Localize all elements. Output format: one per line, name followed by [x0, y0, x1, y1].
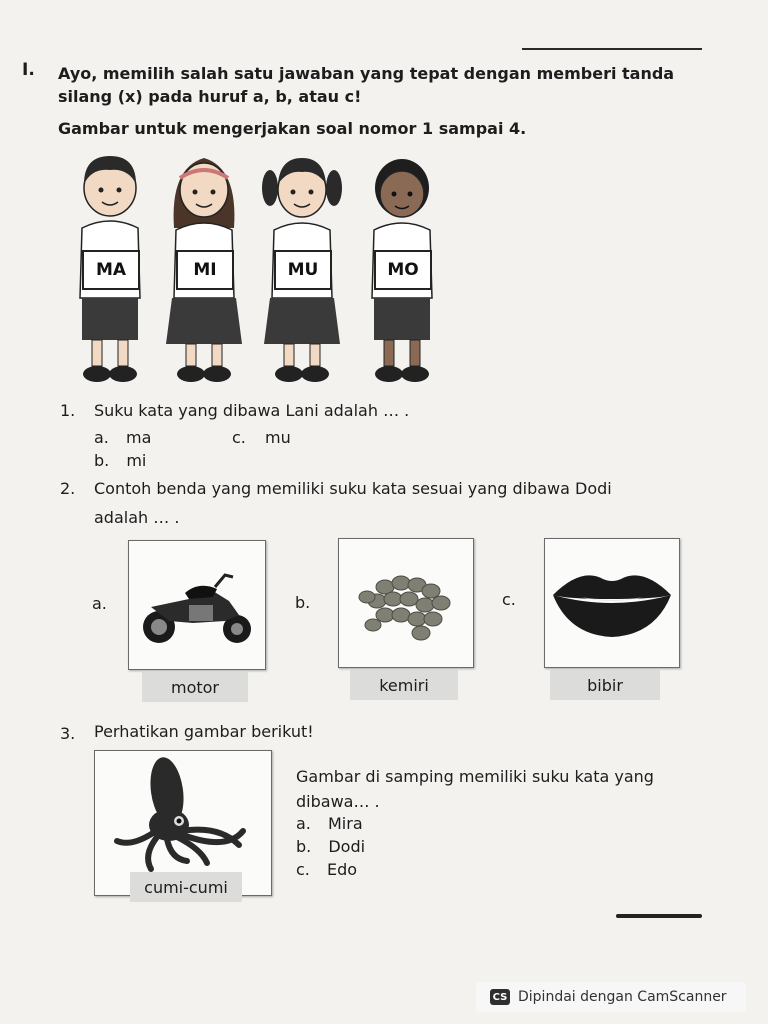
q3-number: 3.	[60, 724, 76, 743]
child-mi	[162, 148, 246, 388]
option-letter: b.	[94, 451, 110, 470]
q1-text: Suku kata yang dibawa Lani adalah … .	[94, 401, 410, 420]
option-letter: a.	[94, 428, 109, 447]
camscanner-label: Dipindai dengan CamScanner	[518, 989, 727, 1005]
kemiri-image	[338, 538, 474, 668]
motorcycle-icon	[129, 541, 265, 669]
motor-image	[128, 540, 266, 670]
child-ma	[68, 148, 152, 388]
picture-caption: Gambar untuk mengerjakan soal nomor 1 sampai 4.	[58, 119, 527, 138]
camscanner-watermark	[476, 982, 746, 1012]
q1-option-c[interactable]	[232, 428, 291, 447]
kemiri-caption: kemiri	[350, 670, 458, 700]
q2-text-line1: Contoh benda yang memiliki suku kata sesuai yang dibawa Dodi	[94, 479, 612, 498]
q1-option-a[interactable]	[94, 428, 151, 447]
option-letter: c.	[296, 860, 310, 879]
camscanner-logo-icon: CS	[490, 989, 510, 1005]
option-letter: c.	[232, 428, 246, 447]
sign-mu: MU	[274, 250, 332, 290]
bibir-image	[544, 538, 680, 668]
bottom-mark	[616, 914, 702, 918]
q1-number: 1.	[60, 401, 76, 420]
q3-desc-line1: Gambar di samping memiliki suku kata yang	[296, 767, 654, 786]
child-mo	[360, 148, 444, 388]
bibir-caption: bibir	[550, 670, 660, 700]
top-rule	[522, 48, 702, 50]
option-text: ma	[125, 428, 152, 447]
cumi-caption: cumi-cumi	[130, 872, 242, 902]
child-mu	[260, 148, 344, 388]
motor-caption: motor	[142, 672, 248, 702]
option-letter: a.	[296, 814, 311, 833]
section-number: I.	[22, 60, 35, 80]
option-letter: b.	[296, 837, 312, 856]
candlenut-icon	[339, 539, 473, 667]
option-text: Edo	[326, 860, 358, 879]
q2-option-c-letter[interactable]: c.	[502, 590, 516, 609]
q2-option-b-letter[interactable]: b.	[295, 593, 311, 612]
q2-number: 2.	[60, 479, 76, 498]
sign-mi: MI	[176, 250, 234, 290]
q3-option-b[interactable]	[296, 837, 365, 856]
q2-text-line2: adalah … .	[94, 508, 180, 527]
lips-icon	[545, 539, 679, 667]
children-illustration	[66, 148, 446, 390]
option-text: mi	[126, 451, 147, 470]
q1-option-b[interactable]	[94, 451, 146, 470]
sign-mo: MO	[374, 250, 432, 290]
option-text: mu	[264, 428, 291, 447]
q3-option-a[interactable]	[296, 814, 363, 833]
option-text: Dodi	[328, 837, 366, 856]
q2-option-a-letter[interactable]: a.	[92, 594, 107, 613]
q3-option-c[interactable]	[296, 860, 357, 879]
section-instruction: Ayo, memilih salah satu jawaban yang tepat dengan memberi tanda silang (x) pada huruf a, b, atau c!	[58, 64, 675, 106]
option-text: Mira	[327, 814, 363, 833]
q3-text: Perhatikan gambar berikut!	[94, 722, 314, 741]
q3-desc-line2: dibawa… .	[296, 792, 380, 811]
sign-ma: MA	[82, 250, 140, 290]
